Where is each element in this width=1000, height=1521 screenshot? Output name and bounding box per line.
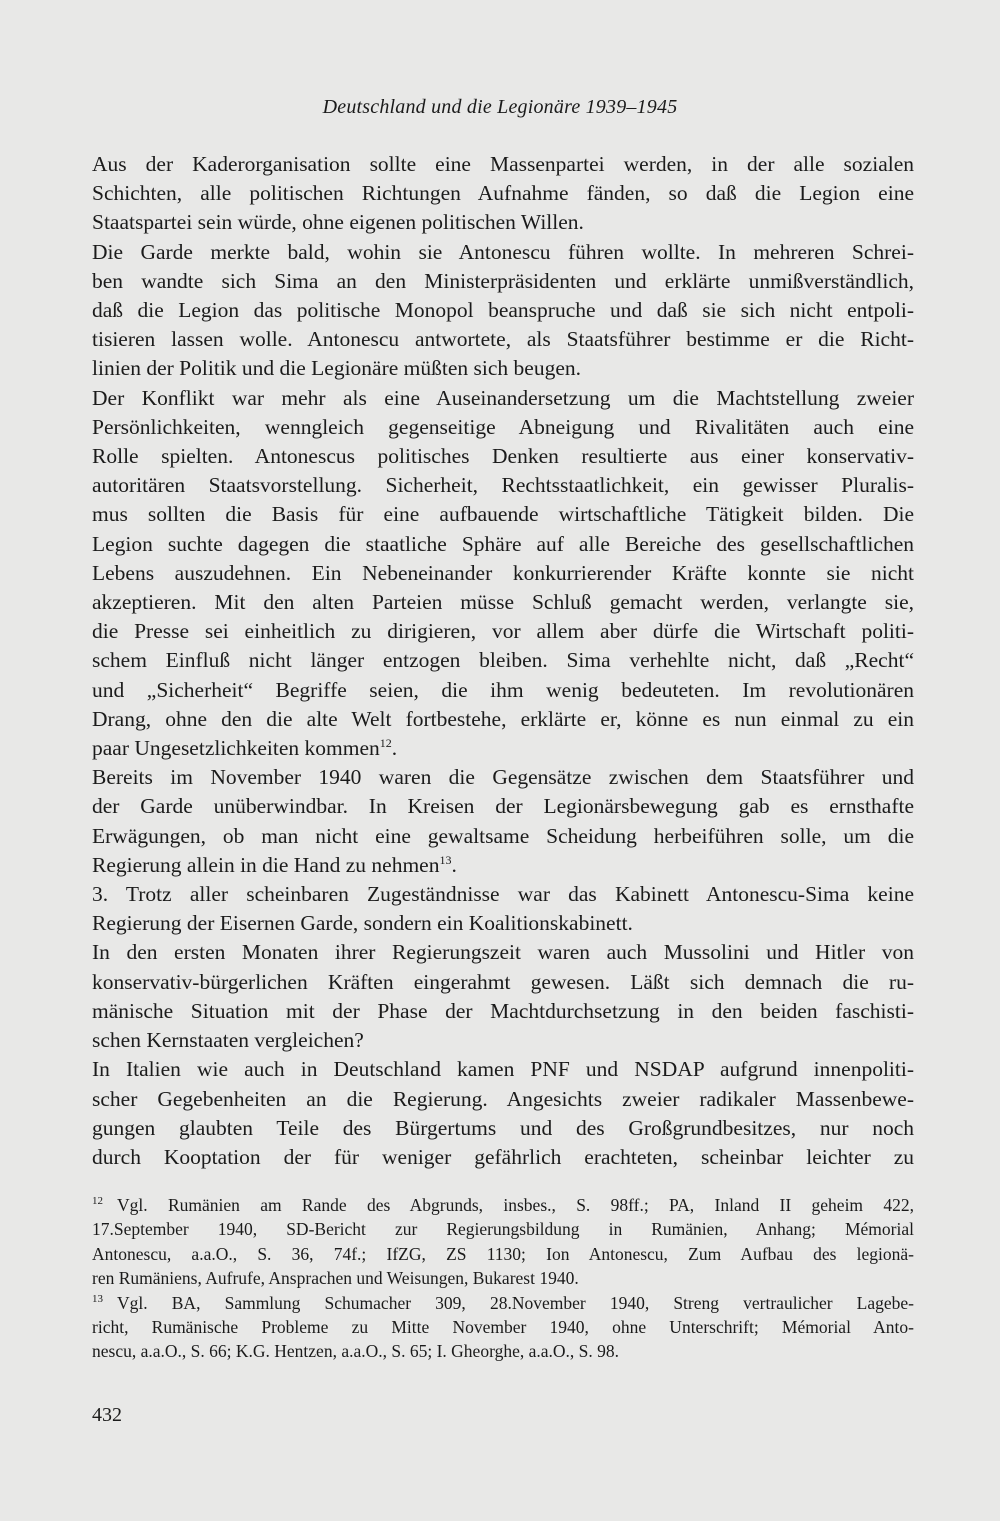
text-fragment: paar Ungesetzlichkeiten kommen xyxy=(92,736,380,761)
text-line: die Presse sei einheitlich zu dirigieren, vor allem aber dürfe die Wirtschaft politi- xyxy=(92,619,914,644)
text-fragment: . xyxy=(391,736,398,761)
text-line: scher Gegebenheiten an die Regierung. Angesichts zweier radikaler Massenbewe- xyxy=(92,1086,914,1111)
text-line: Die Garde merkte bald, wohin sie Antonescu führen wollte. In mehreren Schrei- xyxy=(92,239,914,264)
text-line: Schichten, alle politischen Richtungen Aufnahme fänden, so daß die Legion eine xyxy=(92,181,914,206)
text-line: daß die Legion das politische Monopol beanspruche und daß sie sich nicht entpoli- xyxy=(92,298,914,323)
text-line: Rolle spielten. Antonescus politisches Denken resultierte aus einer konservativ- xyxy=(92,444,914,469)
text-line: In den ersten Monaten ihrer Regierungszeit waren auch Mussolini und Hitler von xyxy=(92,940,914,965)
footnotes xyxy=(92,1193,914,1364)
text-line: linien der Politik und die Legionäre müßten sich beugen. xyxy=(92,356,582,381)
footnote-number: 13 xyxy=(92,1292,103,1305)
text-line: schen Kernstaaten vergleichen? xyxy=(92,1028,364,1053)
text-line: konservativ-bürgerlichen Kräften eingerahmt gewesen. Läßt sich demnach die ru- xyxy=(92,969,914,994)
text-line: und „Sicherheit“ Begriffe seien, die ihm wenig bedeuteten. Im revolutionären xyxy=(92,677,914,702)
text-line: Bereits im November 1940 waren die Gegensätze zwischen dem Staatsführer und xyxy=(92,765,914,790)
footnote-12-line: 17.September 1940, SD-Bericht zur Regierungsbildung in Rumänien, Anhang; Mémorial xyxy=(92,1219,914,1240)
text-line: ben wandte sich Sima an den Ministerpräsidenten und erklärte unmißverständlich, xyxy=(92,268,914,293)
text-line: mus sollten die Basis für eine aufbauende wirtschaftliche Tätigkeit bilden. Die xyxy=(92,502,914,527)
text-line: autoritären Staatsvorstellung. Sicherheit, Rechtsstaatlichkeit, ein gewisser Pluralis- xyxy=(92,473,914,498)
footnote-13-line: nescu, a.a.O., S. 66; K.G. Hentzen, a.a.O., S. 65; I. Gheorghe, a.a.O., S. 98. xyxy=(92,1341,619,1362)
footnote-13-line xyxy=(92,1291,914,1315)
text-line: Legion suchte dagegen die staatliche Sphäre auf alle Bereiche des gesellschaftlichen xyxy=(92,531,914,556)
text-line: Lebens auszudehnen. Ein Nebeneinander konkurrierender Kräfte konnte sie nicht xyxy=(92,560,914,585)
text-line xyxy=(92,851,914,880)
text-fragment: . xyxy=(451,852,457,877)
text-line: mänische Situation mit der Phase der Machtdurchsetzung in den beiden faschisti- xyxy=(92,998,914,1023)
text-line: Der Konflikt war mehr als eine Auseinandersetzung um die Machtstellung zweier xyxy=(92,385,914,410)
text-line: In Italien wie auch in Deutschland kamen PNF und NSDAP aufgrund innenpoliti- xyxy=(92,1057,914,1082)
text-line: Regierung der Eisernen Garde, sondern ein Koalitionskabinett. xyxy=(92,911,633,936)
text-line: Aus der Kaderorganisation sollte eine Massenpartei werden, in der alle sozialen xyxy=(92,152,914,176)
footnote-text: Vgl. Rumänien am Rande des Abgrunds, insbes., S. 98ff.; PA, Inland II geheim 422, xyxy=(117,1195,914,1215)
main-text xyxy=(92,150,914,1172)
footnote-12-line: Antonescu, a.a.O., S. 36, 74f.; IfZG, ZS 1130; Ion Antonescu, Zum Aufbau des legionä- xyxy=(92,1243,914,1264)
text-line: Drang, ohne den die alte Welt fortbestehe, erklärte er, könne es nun einmal zu ein xyxy=(92,706,914,731)
footnote-reference: 12 xyxy=(379,735,392,750)
running-head: Deutschland und die Legionäre 1939–1945 xyxy=(322,96,678,118)
text-line: schem Einfluß nicht länger entzogen bleiben. Sima verhehlte nicht, daß „Recht“ xyxy=(92,648,914,673)
text-fragment: Regierung allein in die Hand zu nehmen xyxy=(92,852,440,877)
text-line: gungen glaubten Teile des Bürgertums und des Großgrundbesitzes, nur noch xyxy=(92,1115,914,1140)
text-line xyxy=(92,734,914,763)
text-line: Persönlichkeiten, wenngleich gegenseitige Abneigung und Rivalitäten auch eine xyxy=(92,414,914,439)
text-line: durch Kooptation der für weniger gefährlich erachteten, scheinbar leichter zu xyxy=(92,1144,914,1169)
footnote-number: 12 xyxy=(92,1195,103,1208)
text-line: akzeptieren. Mit den alten Parteien müsse Schluß gemacht werden, verlangte sie, xyxy=(92,590,914,615)
footnote-text: Vgl. BA, Sammlung Schumacher 309, 28.November 1940, Streng vertraulicher Lagebe- xyxy=(117,1292,914,1313)
footnote-12-line xyxy=(92,1193,914,1217)
page-number: 432 xyxy=(92,1404,122,1426)
text-line: 3. Trotz aller scheinbaren Zugeständnisse war das Kabinett Antonescu-Sima keine xyxy=(92,882,914,907)
footnote-13-line: richt, Rumänische Probleme zu Mitte November 1940, ohne Unterschrift; Mémorial Anto- xyxy=(92,1317,914,1338)
text-line: tisieren lassen wolle. Antonescu antwortete, als Staatsführer bestimme er die Richt- xyxy=(92,327,914,352)
text-line: der Garde unüberwindbar. In Kreisen der Legionärsbewegung gab es ernsthafte xyxy=(92,794,914,819)
footnote-reference: 13 xyxy=(439,852,452,867)
footnote-12-line: ren Rumäniens, Aufrufe, Ansprachen und Weisungen, Bukarest 1940. xyxy=(92,1268,579,1289)
text-line: Staatspartei sein würde, ohne eigenen politischen Willen. xyxy=(92,210,584,235)
text-line: Erwägungen, ob man nicht eine gewaltsame Scheidung herbeiführen solle, um die xyxy=(92,823,914,848)
